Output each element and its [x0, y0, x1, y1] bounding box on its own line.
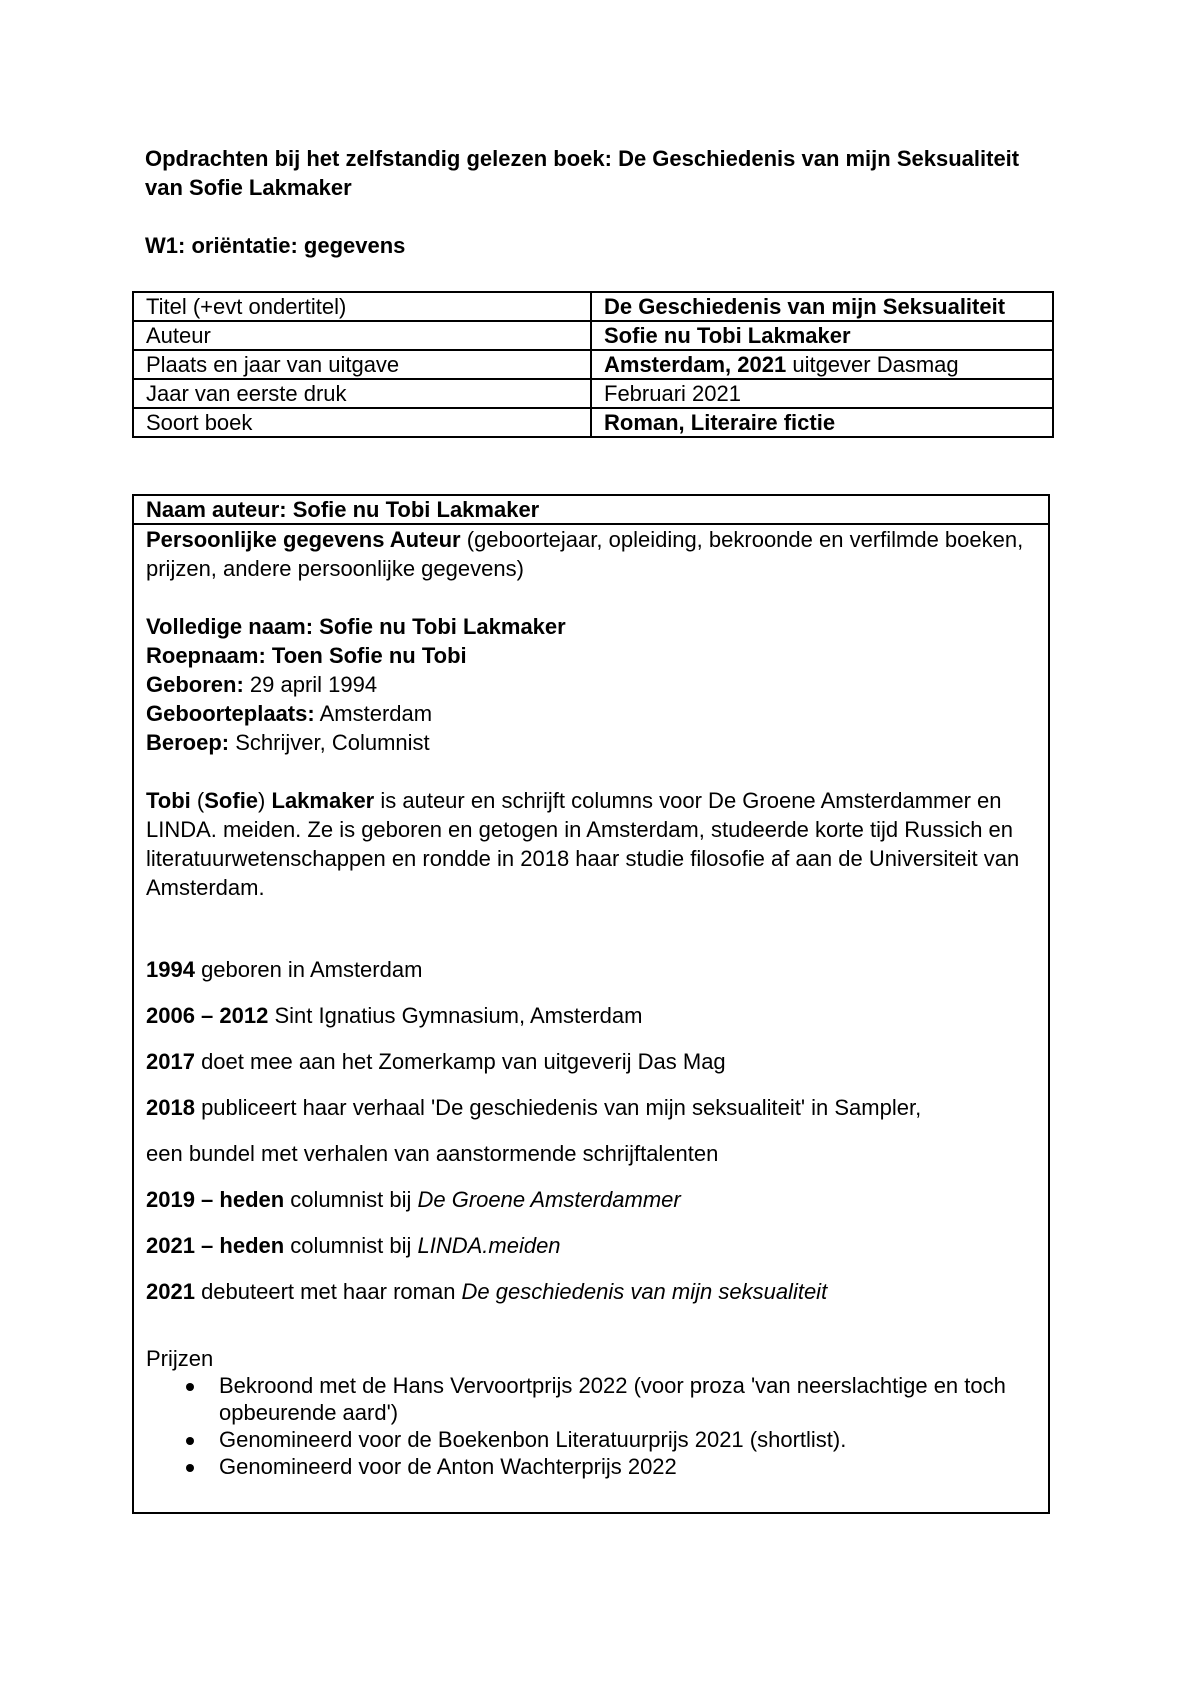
birthplace-line [146, 699, 1036, 728]
prize-text: Genomineerd voor de Boekenbon Literatuurprijs 2021 (shortlist). [219, 1427, 847, 1452]
row-value [591, 292, 1053, 321]
timeline-italic: De Groene Amsterdammer [417, 1187, 681, 1212]
bio-name-2: Sofie [204, 788, 259, 813]
author-box [132, 494, 1050, 1514]
prize-text: Bekroond met de Hans Vervoortprijs 2022 (voor proza 'van neerslachtige en toch opbeurende aard') [219, 1373, 1006, 1425]
value-bold: Sofie nu Tobi Lakmaker [604, 323, 851, 348]
row-label: Jaar van eerste druk [133, 379, 591, 408]
timeline-italic: LINDA.meiden [417, 1233, 561, 1258]
table-row [133, 321, 1053, 350]
author-box-body [134, 525, 1048, 1480]
bio-paren-close: ) [258, 788, 272, 813]
profession-line [146, 728, 1036, 757]
timeline-text: Sint Ignatius Gymnasium, Amsterdam [268, 1003, 643, 1028]
row-value [591, 379, 1053, 408]
bullet-icon [186, 1383, 194, 1391]
value-bold: Roman, Literaire fictie [604, 410, 836, 435]
timeline-year: 1994 [146, 957, 195, 982]
timeline-text: columnist bij [284, 1187, 418, 1212]
intro-normal: (geboortejaar, opleiding, bekroonde en verfilmde boeken, prijzen, andere persoonlijke gegevens) [146, 527, 1024, 581]
row-label: Auteur [133, 321, 591, 350]
value-bold: De Geschiedenis van mijn Seksualiteit [604, 294, 1006, 319]
prize-text: Genomineerd voor de Anton Wachterprijs 2022 [219, 1454, 677, 1479]
timeline-year: 2017 [146, 1049, 195, 1074]
timeline-text: debuteert met haar roman [194, 1279, 462, 1304]
table-row [133, 292, 1053, 321]
value-normal: uitgever Dasmag [786, 352, 959, 377]
timeline-item [146, 955, 1036, 984]
timeline-italic: De geschiedenis van mijn seksualiteit [461, 1279, 828, 1304]
timeline-text: publiceert haar verhaal 'De geschiedenis van mijn seksualiteit' in Sampler, [194, 1095, 922, 1120]
prizes-list [146, 1372, 1036, 1480]
timeline-year: 2019 – heden [146, 1187, 285, 1212]
row-label: Titel (+evt ondertitel) [133, 292, 591, 321]
timeline-year: 2006 – 2012 [146, 1003, 269, 1028]
bio-paren-open: ( [190, 788, 205, 813]
bio-name-1: Tobi [146, 788, 191, 813]
timeline-item [146, 1093, 1036, 1122]
born-value: 29 april 1994 [243, 672, 378, 697]
born-label: Geboren: [146, 672, 244, 697]
timeline-item [146, 1231, 1036, 1260]
timeline-year: 2018 [146, 1095, 195, 1120]
call-name: Roepnaam: Toen Sofie nu Tobi [146, 643, 467, 668]
prizes-title: Prijzen [146, 1346, 214, 1371]
row-value [591, 350, 1053, 379]
section-subtitle: W1: oriëntatie: gegevens [145, 233, 406, 258]
timeline-text: doet mee aan het Zomerkamp van uitgeverij Das Mag [194, 1049, 726, 1074]
value-normal: Februari 2021 [604, 381, 741, 406]
timeline-item [146, 1047, 1036, 1076]
profession-label: Beroep: [146, 730, 230, 755]
timeline-item [146, 1001, 1036, 1030]
timeline [146, 955, 1036, 1306]
birthplace-label: Geboorteplaats: [146, 701, 315, 726]
table-row [133, 350, 1053, 379]
timeline-text: geboren in Amsterdam [194, 957, 423, 982]
list-item [146, 1372, 1036, 1426]
page-title: Opdrachten bij het zelfstandig gelezen boek: De Geschiedenis van mijn Seksualiteit van Sofie Lakmaker [145, 146, 1020, 200]
timeline-item [146, 1277, 1036, 1306]
table-row [133, 379, 1053, 408]
timeline-year: 2021 – heden [146, 1233, 285, 1258]
born-line [146, 670, 1036, 699]
row-value [591, 321, 1053, 350]
timeline-item [146, 1185, 1036, 1214]
row-label: Soort boek [133, 408, 591, 437]
intro-bold: Persoonlijke gegevens Auteur [146, 527, 461, 552]
timeline-item [146, 1139, 1036, 1168]
bio-text: is auteur en schrijft columns voor De Groene Amsterdammer en LINDA. meiden. Ze is geboren en getogen in Amsterdam, studeerde korte tijd Russich en literatuurwetenschappen en rondde in 2018 haar studie filosofie af aan de Universiteit van Amsterdam. [146, 788, 1020, 900]
timeline-text: columnist bij [284, 1233, 418, 1258]
list-item [146, 1426, 1036, 1453]
author-intro [146, 525, 1036, 583]
row-value [591, 408, 1053, 437]
timeline-year: 2021 [146, 1279, 195, 1304]
table-row [133, 408, 1053, 437]
author-box-header: Naam auteur: Sofie nu Tobi Lakmaker [134, 496, 1048, 525]
profession-value: Schrijver, Columnist [229, 730, 430, 755]
bio-paragraph [146, 786, 1036, 902]
list-item [146, 1453, 1036, 1480]
bullet-icon [186, 1437, 194, 1445]
value-bold: Amsterdam, 2021 [604, 352, 787, 377]
book-info-table [132, 291, 1054, 438]
bullet-icon [186, 1464, 194, 1472]
row-label: Plaats en jaar van uitgave [133, 350, 591, 379]
bio-name-3: Lakmaker [271, 788, 375, 813]
birthplace-value: Amsterdam [314, 701, 433, 726]
full-name: Volledige naam: Sofie nu Tobi Lakmaker [146, 614, 566, 639]
timeline-text: een bundel met verhalen van aanstormende schrijftalenten [146, 1141, 719, 1166]
